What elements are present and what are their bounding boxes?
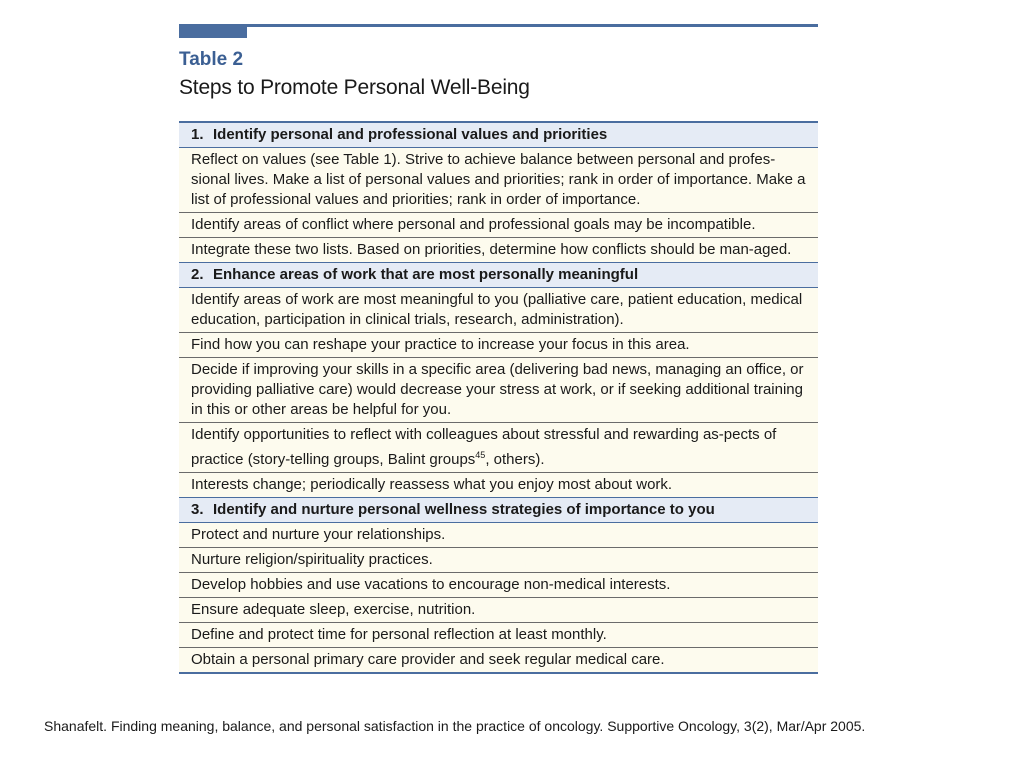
section-header-3 — [179, 498, 818, 523]
table-row: Ensure adequate sleep, exercise, nutrition. — [179, 598, 818, 623]
section-header-2 — [179, 263, 818, 288]
row-text: Identify opportunities to reflect with colleagues about stressful and rewarding as-pects of practice (story-telling groups, Balint groups — [191, 426, 777, 468]
section-number: 1. — [191, 126, 204, 143]
table-row: Define and protect time for personal reflection at least monthly. — [179, 623, 818, 648]
table-row: Protect and nurture your relationships. — [179, 523, 818, 548]
section-heading: Identify and nurture personal wellness strategies of importance to you — [213, 501, 715, 518]
table-row: Identify areas of conflict where personal and professional goals may be incompatible. — [179, 213, 818, 238]
table-row: Integrate these two lists. Based on priorities, determine how conflicts should be man-aged. — [179, 238, 818, 263]
row-text: , others). — [485, 451, 545, 468]
table-row: Find how you can reshape your practice to increase your focus in this area. — [179, 333, 818, 358]
table-label: Table 2 — [179, 49, 244, 70]
section-header-1 — [179, 123, 818, 148]
table-row: Obtain a personal primary care provider and seek regular medical care. — [191, 651, 665, 668]
reference-superscript: 45 — [475, 450, 486, 460]
table-row: Nurture religion/spirituality practices. — [179, 548, 818, 573]
table-row: Develop hobbies and use vacations to encourage non-medical interests. — [179, 573, 818, 598]
table-row: Reflect on values (see Table 1). Strive to achieve balance between personal and profes-sional lives. Make a list of personal values and priorities; rank in order of importance. Make a list of professional values and priorities; rank in order of importance. — [179, 148, 818, 213]
table-row — [179, 423, 818, 473]
table-tab-accent — [179, 24, 247, 38]
table-top-rule — [179, 24, 818, 27]
section-heading: Enhance areas of work that are most personally meaningful — [213, 266, 639, 283]
table-row: Identify areas of work are most meaningful to you (palliative care, patient education, medical education, participation in clinical trials, research, administration). — [179, 288, 818, 333]
table-row: Decide if improving your skills in a specific area (delivering bad news, managing an office, or providing palliative care) would decrease your stress at work, or if seeking additional training in this or other areas be helpful for you. — [179, 358, 818, 423]
section-number: 2. — [191, 266, 204, 283]
section-heading: Identify personal and professional values and priorities — [213, 126, 608, 143]
steps-table — [179, 121, 818, 674]
section-number: 3. — [191, 501, 204, 518]
table-row: Interests change; periodically reassess what you enjoy most about work. — [179, 473, 818, 498]
citation-text: Shanafelt. Finding meaning, balance, and personal satisfaction in the practice of oncology. Supportive Oncology, 3(2), Mar/Apr 2005. — [44, 718, 866, 734]
table-title: Steps to Promote Personal Well-Being — [179, 76, 530, 99]
table-figure — [179, 24, 818, 668]
